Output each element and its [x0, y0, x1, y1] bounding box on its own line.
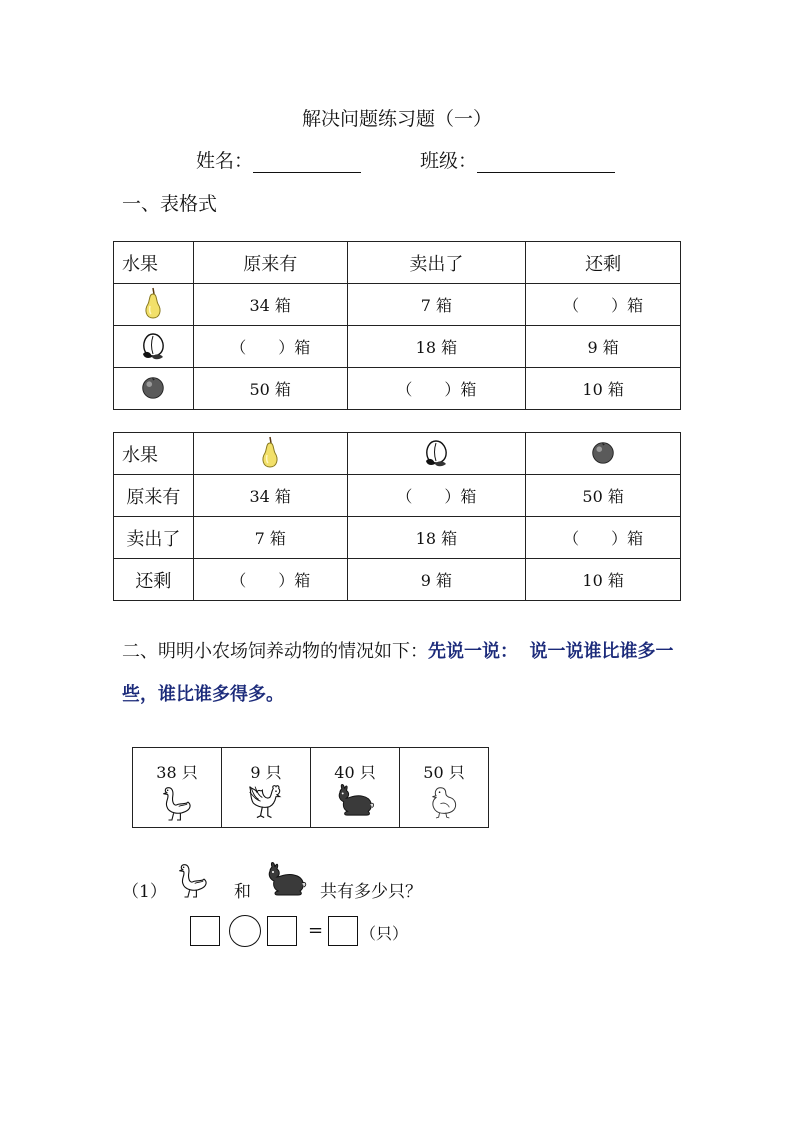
row-label: 卖出了: [114, 517, 194, 559]
table-cell: 7 箱: [347, 284, 526, 326]
apple-icon: [114, 368, 194, 410]
section1-heading: 一、表格式: [122, 193, 218, 215]
animal-cell: [400, 748, 489, 828]
animal-cell: [222, 748, 311, 828]
prompt-b: 说一说谁比谁多一些，谁比谁多得多。: [122, 641, 674, 705]
table-row: [114, 475, 681, 517]
table-row: [133, 748, 489, 828]
chick-icon: [428, 783, 460, 821]
table-cell: 18 箱: [347, 326, 526, 368]
pear-icon: [114, 284, 194, 326]
table-cell[interactable]: （ ）箱: [193, 559, 347, 601]
table-cell: 50 箱: [193, 368, 347, 410]
table-row: [114, 559, 681, 601]
rooster-icon: [246, 783, 286, 823]
row-label: 原来有: [114, 475, 194, 517]
rabbit-icon: [264, 861, 308, 897]
answer-box-2[interactable]: [267, 916, 297, 946]
animal-cell: [133, 748, 222, 828]
animal-count: 50 只: [423, 763, 465, 782]
table-cell: 34 箱: [193, 475, 347, 517]
question-text: 共有多少只？: [320, 882, 422, 902]
fruit-table-1: [113, 241, 681, 410]
table-cell: 18 箱: [347, 517, 526, 559]
table-row: [114, 284, 681, 326]
table-header: 还剩: [526, 242, 681, 284]
section2-text: [122, 630, 692, 716]
class-blank[interactable]: [477, 150, 615, 173]
name-label: 姓名：: [196, 150, 254, 172]
table-cell[interactable]: （ ）箱: [347, 368, 526, 410]
table-cell: 34 箱: [193, 284, 347, 326]
answer-box-1[interactable]: [190, 916, 220, 946]
table-cell[interactable]: （ ）箱: [193, 326, 347, 368]
table-cell: 9 箱: [526, 326, 681, 368]
table-cell: 50 箱: [526, 475, 681, 517]
table-cell: 9 箱: [347, 559, 526, 601]
table-header-row: [114, 242, 681, 284]
question-number: （1）: [122, 882, 167, 902]
animal-table: [132, 747, 489, 828]
apple-icon: [526, 433, 681, 475]
table-cell[interactable]: （ ）箱: [526, 284, 681, 326]
answer-box-result[interactable]: [328, 916, 358, 946]
table-cell: 10 箱: [526, 559, 681, 601]
goose-icon: [176, 857, 210, 903]
pear-icon: [193, 433, 347, 475]
table-header: 水果: [114, 433, 194, 475]
page-title: 解决问题练习题（一）: [301, 108, 492, 130]
table-cell[interactable]: （ ）箱: [347, 475, 526, 517]
name-field[interactable]: [196, 146, 361, 173]
animal-count: 9 只: [250, 763, 282, 782]
operator-circle[interactable]: [229, 915, 261, 947]
peach-icon: [114, 326, 194, 368]
equals-sign: =: [308, 920, 324, 941]
animal-count: 40 只: [334, 763, 376, 782]
fruit-table-2: [113, 432, 681, 601]
class-field[interactable]: [420, 146, 615, 173]
rabbit-icon: [334, 783, 376, 817]
question-1: [122, 857, 522, 907]
name-blank[interactable]: [253, 150, 361, 173]
peach-icon: [347, 433, 526, 475]
table-header: 卖出了: [347, 242, 526, 284]
table-row: [114, 368, 681, 410]
animal-cell: [311, 748, 400, 828]
table-header-row: [114, 433, 681, 475]
table-cell: 10 箱: [526, 368, 681, 410]
prompt-a: 先说一说：: [428, 641, 518, 662]
table-cell: 7 箱: [193, 517, 347, 559]
table-row: [114, 326, 681, 368]
goose-icon: [160, 783, 194, 823]
unit-label: （只）: [360, 924, 409, 943]
animal-count: 38 只: [156, 763, 198, 782]
table-row: [114, 517, 681, 559]
section2-intro: 二、明明小农场饲养动物的情况如下：: [122, 641, 428, 662]
table-cell[interactable]: （ ）箱: [526, 517, 681, 559]
table-header: 水果: [114, 242, 194, 284]
row-label: 还剩: [114, 559, 194, 601]
table-header: 原来有: [193, 242, 347, 284]
and-text: 和: [234, 882, 251, 902]
class-label: 班级：: [420, 150, 478, 172]
